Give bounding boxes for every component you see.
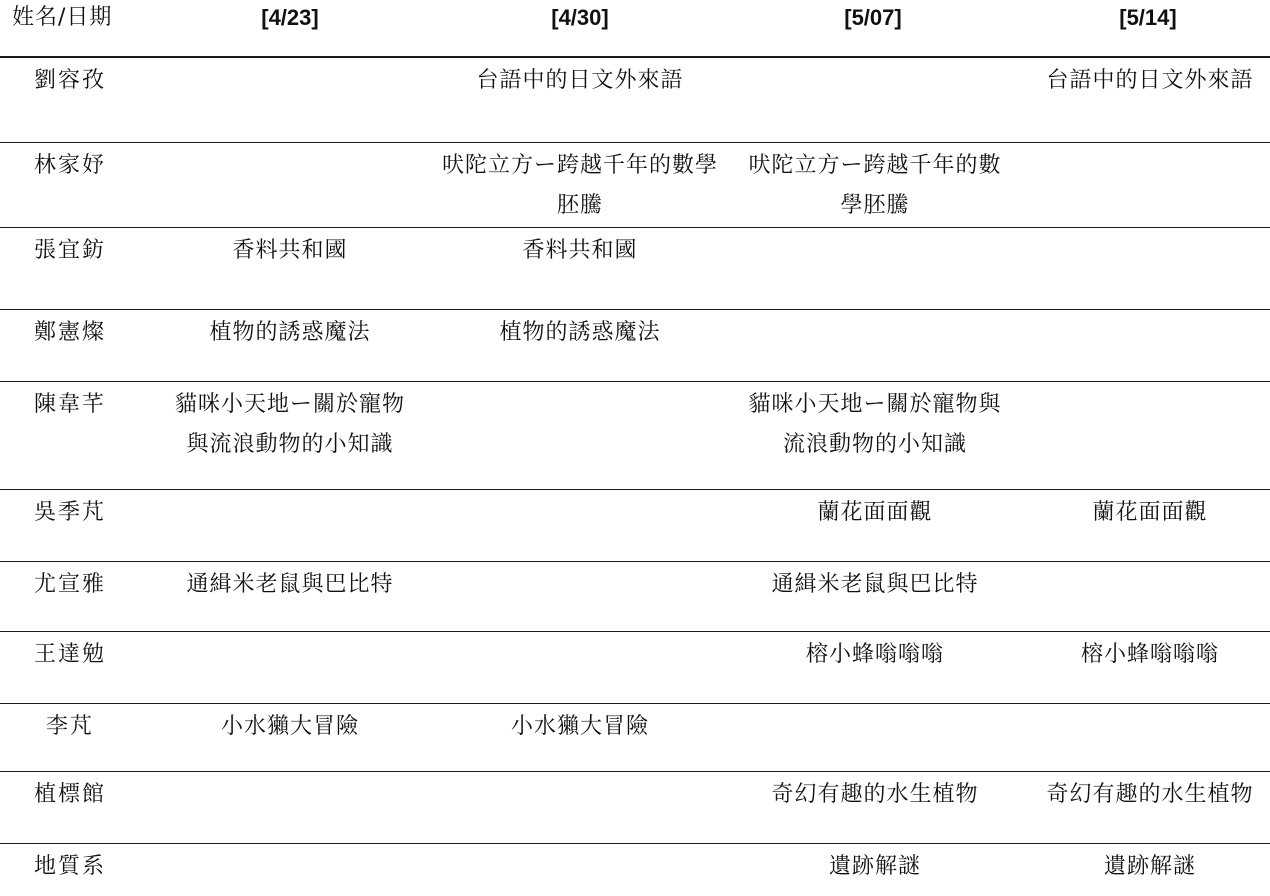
session-cell: 台語中的日文外來語 <box>1046 68 1254 93</box>
row-name: 王達勉 <box>33 642 106 667</box>
session-cell: 小水獺大冒險 <box>510 714 649 739</box>
row-name: 林家妤 <box>33 153 106 178</box>
table-row <box>0 143 1270 228</box>
table-row <box>0 704 1270 772</box>
session-cell: 植物的誘惑魔法 <box>499 320 661 345</box>
row-name: 尤宣雅 <box>33 572 106 597</box>
table-row <box>0 382 1270 490</box>
session-cell: 蘭花面面觀 <box>1092 500 1208 525</box>
session-cell: 台語中的日文外來語 <box>476 68 684 93</box>
row-name: 鄭憲燦 <box>33 320 106 345</box>
table-row <box>0 58 1270 143</box>
session-cell: 奇幻有趣的水生植物 <box>1046 782 1254 807</box>
session-cell: 吠陀立方ー跨越千年的數學胚騰 <box>441 153 718 218</box>
session-cell: 通緝米老鼠與巴比特 <box>186 572 394 597</box>
session-cell: 奇幻有趣的水生植物 <box>771 782 979 807</box>
row-name: 陳韋芊 <box>33 392 106 417</box>
session-cell: 植物的誘惑魔法 <box>209 320 371 345</box>
session-cell: 榕小蜂嗡嗡嗡 <box>805 642 944 667</box>
table-row <box>0 228 1270 310</box>
row-name: 李芃 <box>45 714 94 739</box>
table-row <box>0 632 1270 704</box>
session-cell: 遺跡解謎 <box>1103 854 1196 879</box>
session-cell: 榕小蜂嗡嗡嗡 <box>1080 642 1219 667</box>
session-cell: 貓咪小天地ー關於寵物與流浪動物的小知識 <box>748 392 1002 457</box>
header-date-3: [5/07] <box>844 5 902 30</box>
session-cell: 香料共和國 <box>522 238 638 263</box>
session-cell: 香料共和國 <box>232 238 348 263</box>
table-row <box>0 844 1270 896</box>
table-header <box>0 0 1270 58</box>
session-cell: 通緝米老鼠與巴比特 <box>771 572 979 597</box>
session-cell: 吠陀立方ー跨越千年的數學胚騰 <box>748 153 1002 218</box>
header-date-2: [4/30] <box>551 5 609 30</box>
session-cell: 小水獺大冒險 <box>220 714 359 739</box>
row-name: 吳季芃 <box>33 500 106 525</box>
row-name: 劉容孜 <box>33 68 106 93</box>
header-date-4: [5/14] <box>1119 5 1177 30</box>
session-cell: 遺跡解謎 <box>828 854 921 879</box>
header-date-1: [4/23] <box>261 5 319 30</box>
table-row <box>0 490 1270 562</box>
row-name: 張宜鈁 <box>33 238 106 263</box>
header-name-date-label: 姓名/日期 <box>12 5 113 30</box>
table-row <box>0 310 1270 382</box>
row-name: 地質系 <box>33 854 106 879</box>
row-name: 植標館 <box>33 782 106 807</box>
table-row <box>0 562 1270 632</box>
table-row <box>0 772 1270 844</box>
session-cell: 蘭花面面觀 <box>817 500 933 525</box>
session-cell: 貓咪小天地ー關於寵物與流浪動物的小知識 <box>174 392 405 457</box>
